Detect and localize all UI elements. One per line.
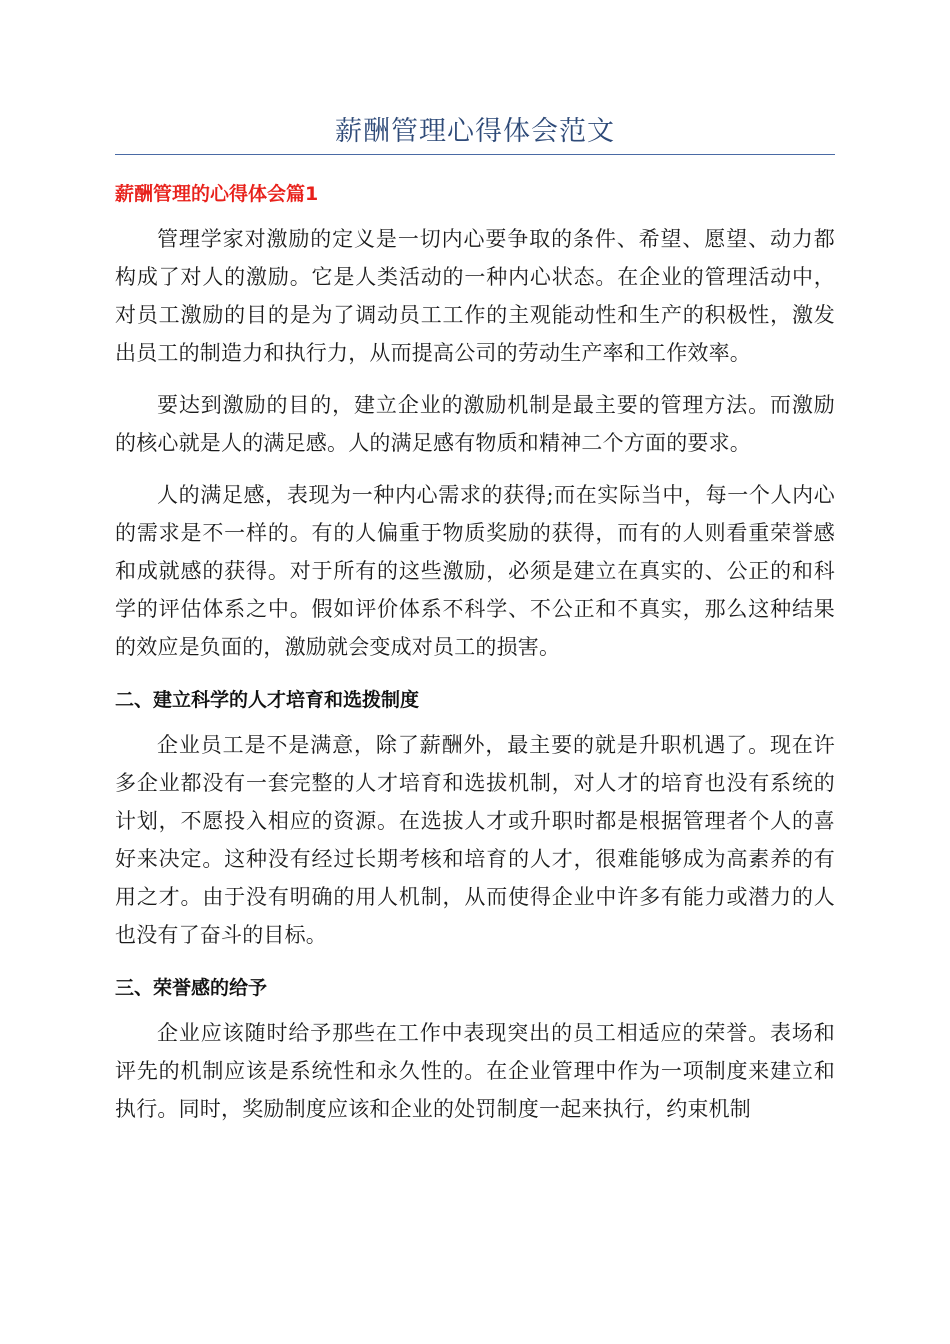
document-title: 薪酬管理心得体会范文 <box>335 116 615 147</box>
paragraph: 要达到激励的目的，建立企业的激励机制是最主要的管理方法。而激励的核心就是人的满足感。人的满足感有物质和精神二个方面的要求。 <box>115 393 835 455</box>
section-2 <box>115 680 835 954</box>
section-1 <box>115 174 835 666</box>
paragraph: 人的满足感，表现为一种内心需求的获得;而在实际当中，每一个人内心的需求是不一样的。有的人偏重于物质奖励的获得，而有的人则看重荣誉感和成就感的获得。对于所有的这些激励，必须是建立在真实的、公正的和科学的评估体系之中。假如评价体系不科学、不公正和不真实，那么这种结果的效应是负面的，激励就会变成对员工的损害。 <box>115 483 835 659</box>
document-body <box>115 174 835 1142</box>
paragraph: 管理学家对激励的定义是一切内心要争取的条件、希望、愿望、动力都构成了对人的激励。它是人类活动的一种内心状态。在企业的管理活动中，对员工激励的目的是为了调动员工工作的主观能动性和生产的积极性，激发出员工的制造力和执行力，从而提高公司的劳动生产率和工作效率。 <box>115 227 835 365</box>
section-heading: 薪酬管理的心得体会篇1 <box>115 183 319 205</box>
section-heading: 二、建立科学的人才培育和选拨制度 <box>115 689 420 711</box>
paragraph: 企业应该随时给予那些在工作中表现突出的员工相适应的荣誉。表场和评先的机制应该是系统性和永久性的。在企业管理中作为一项制度来建立和执行。同时，奖励制度应该和企业的处罚制度一起来执行，约束机制 <box>115 1021 835 1121</box>
section-heading: 三、荣誉感的给予 <box>115 977 268 999</box>
title-underline <box>115 154 835 155</box>
paragraph: 企业员工是不是满意，除了薪酬外，最主要的就是升职机遇了。现在许多企业都没有一套完整的人才培育和选拔机制，对人才的培育也没有系统的计划，不愿投入相应的资源。在选拔人才或升职时都是根据管理者个人的喜好来决定。这种没有经过长期考核和培育的人才，很难能够成为高素养的有用之才。由于没有明确的用人机制，从而使得企业中许多有能力或潜力的人也没有了奋斗的目标。 <box>115 733 835 947</box>
section-3 <box>115 968 835 1128</box>
